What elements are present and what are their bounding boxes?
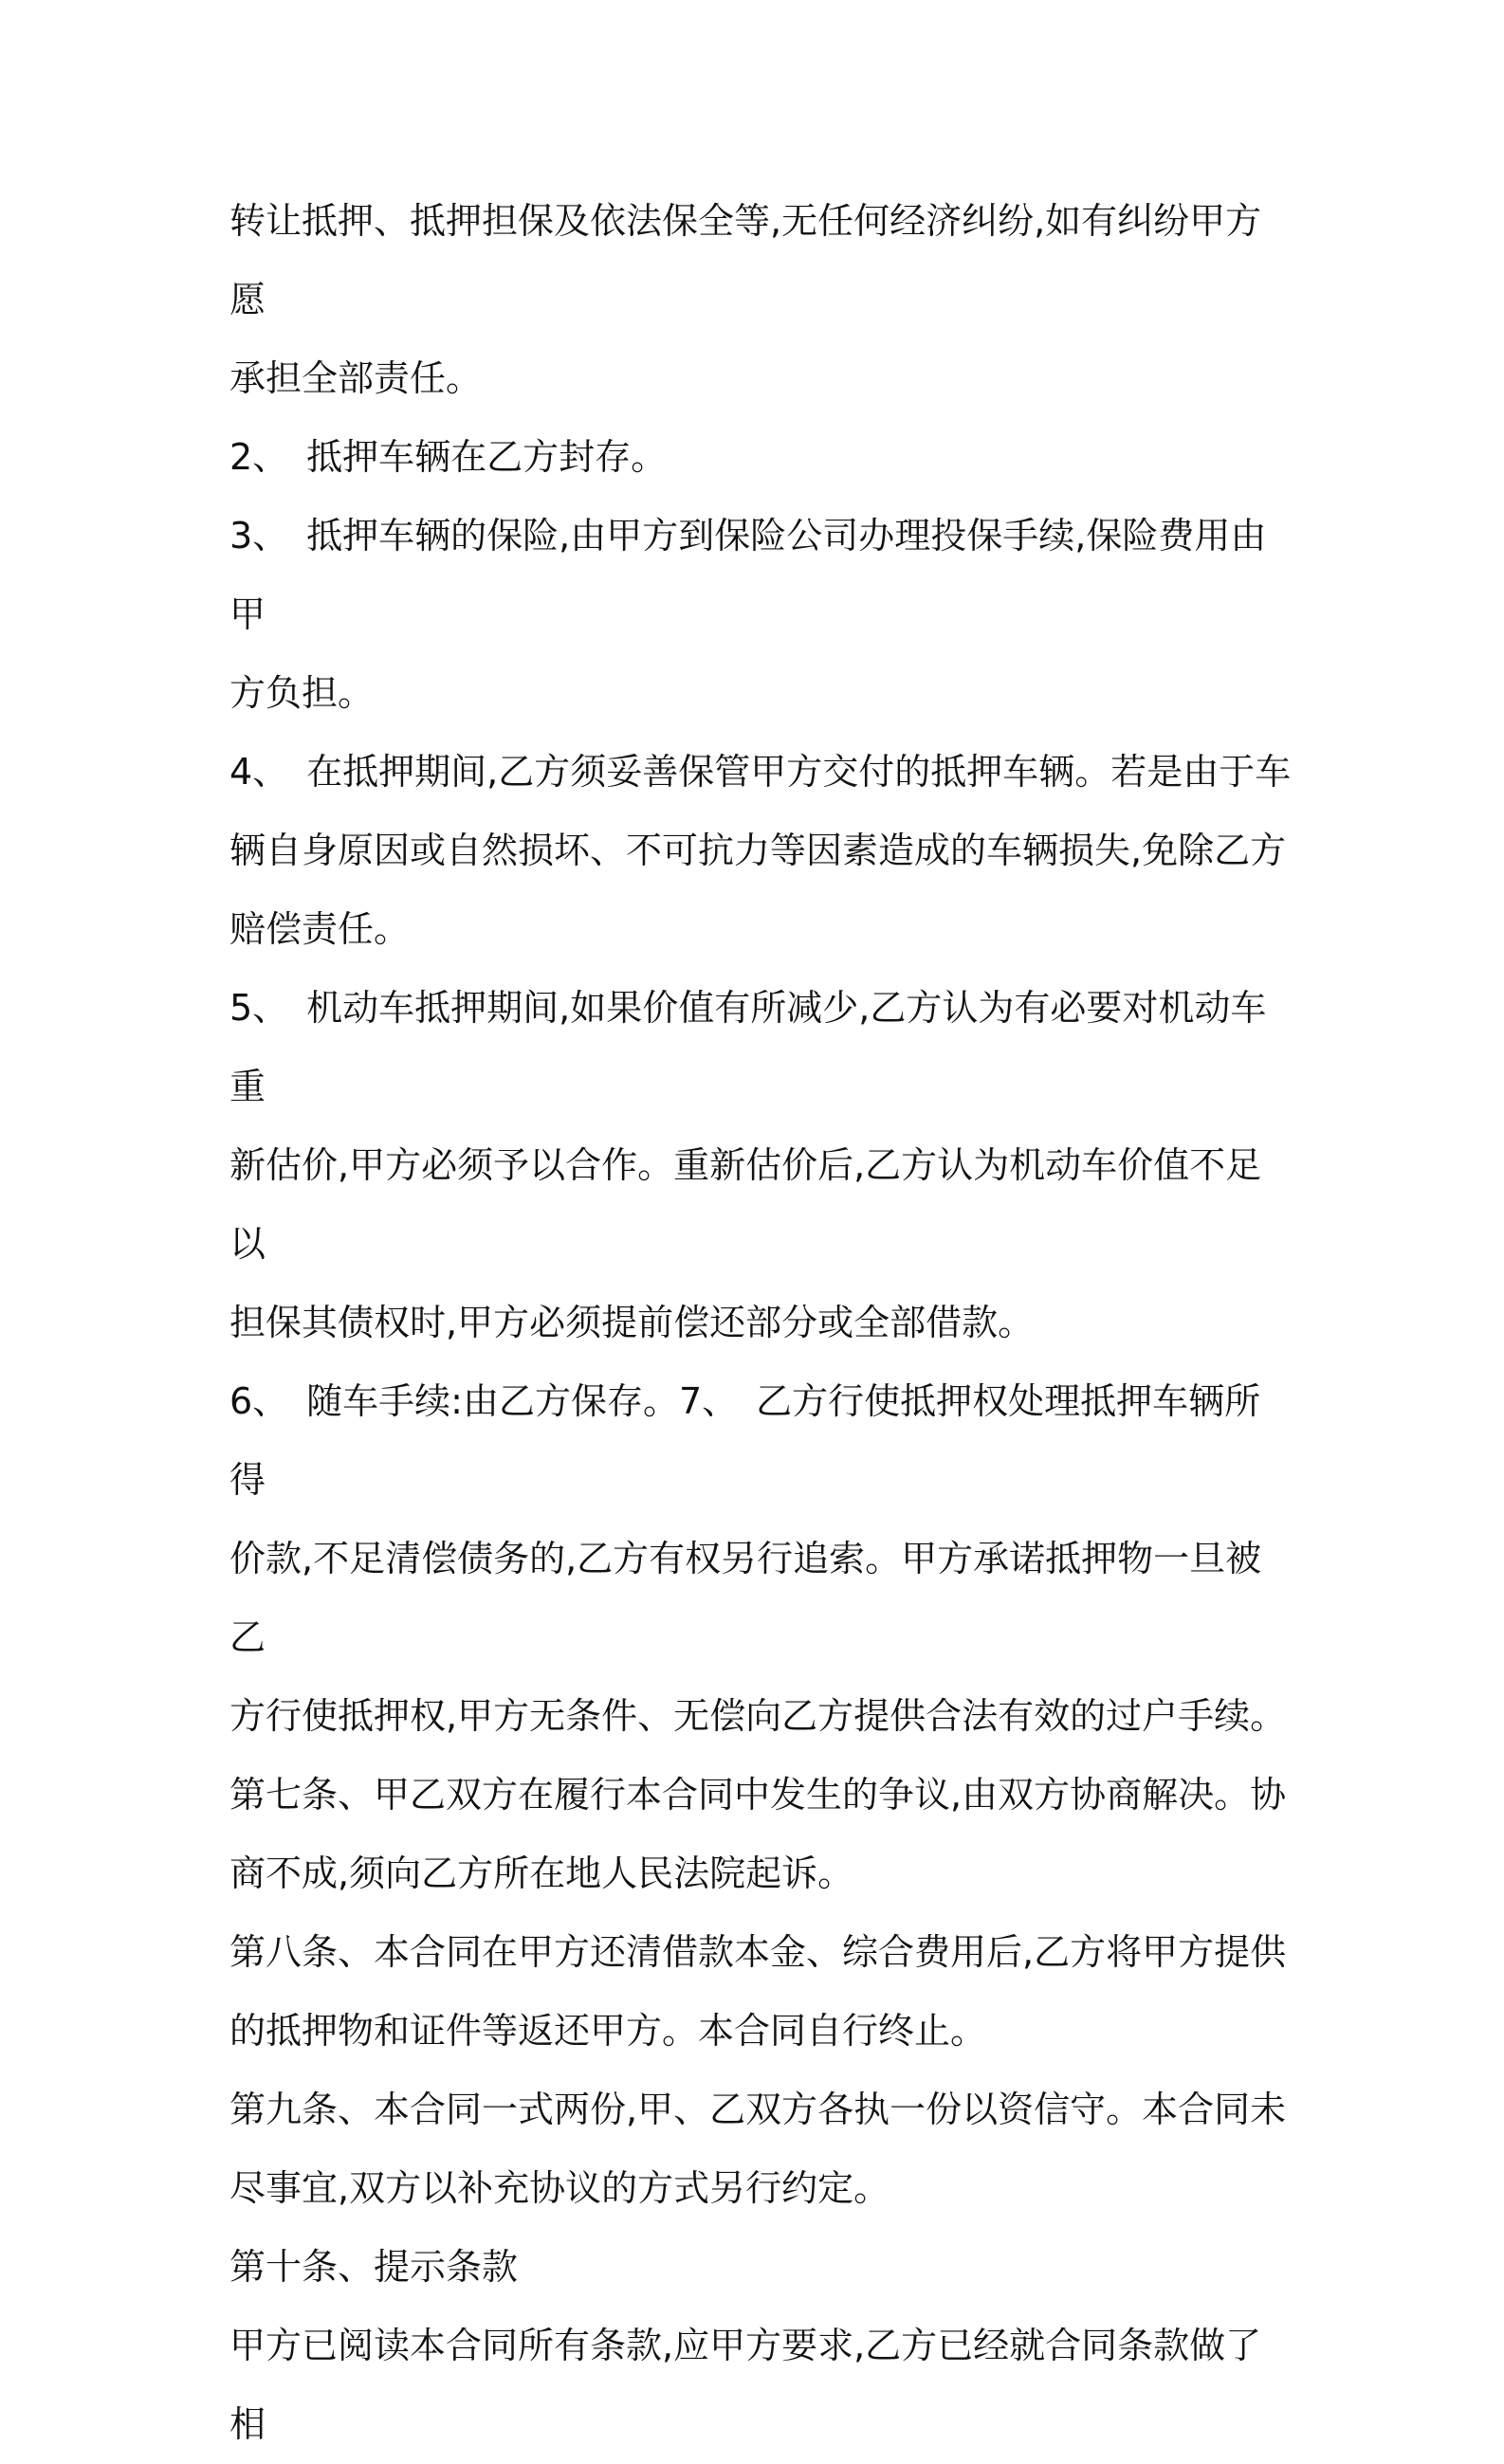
paragraph-article-10-heading: 第十条、提示条款 [229,2246,519,2288]
paragraph-article-8: 第八条、本合同在甲方还清借款本金、综合费用后,乙方将甲方提供 的抵押物和证件等返还甲方。本合同自行终止。 [229,1931,1287,2052]
paragraph-item-5: 5、 机动车抵押期间,如果价值有所减少,乙方认为有必要对机动车重 新估价,甲方必须予以合作。重新估价后,乙方认为机动车价值不足以 担保其债权时,甲方必须提前偿还部分或全部借款。 [229,987,1267,1343]
paragraph-item-6-7: 6、 随车手续:由乙方保存。7、 乙方行使抵押权处理抵押车辆所得 价款,不足清偿债务的,乙方有权另行追索。甲方承诺抵押物一旦被乙 方行使抵押权,甲方无条件、无偿向乙方提供合法有效的过户手续。 [229,1380,1287,1737]
paragraph-article-10-body: 甲方已阅读本合同所有条款,应甲方要求,乙方已经就合同条款做了相 [229,2325,1262,2445]
paragraph-item-4: 4、 在抵押期间,乙方须妥善保管甲方交付的抵押车辆。若是由于车 辆自身原因或自然损坏、不可抗力等因素造成的车辆损失,免除乙方 赔偿责任。 [229,751,1292,950]
paragraph-article-7: 第七条、甲乙双方在履行本合同中发生的争议,由双方协商解决。协 商不成,须向乙方所在地人民法院起诉。 [229,1774,1287,1894]
paragraph-item-2: 2、 抵押车辆在乙方封存。 [229,436,668,478]
contract-body [229,182,1292,2464]
paragraph-item-3: 3、 抵押车辆的保险,由甲方到保险公司办理投保手续,保险费用由甲 方负担。 [229,515,1267,714]
paragraph-transfer-clause: 转让抵押、抵押担保及依法保全等,无任何经济纠纷,如有纠纷甲方愿 承担全部责任。 [229,200,1262,399]
paragraph-article-9: 第九条、本合同一式两份,甲、乙双方各执一份以资信守。本合同未 尽事宜,双方以补充协议的方式另行约定。 [229,2089,1287,2209]
